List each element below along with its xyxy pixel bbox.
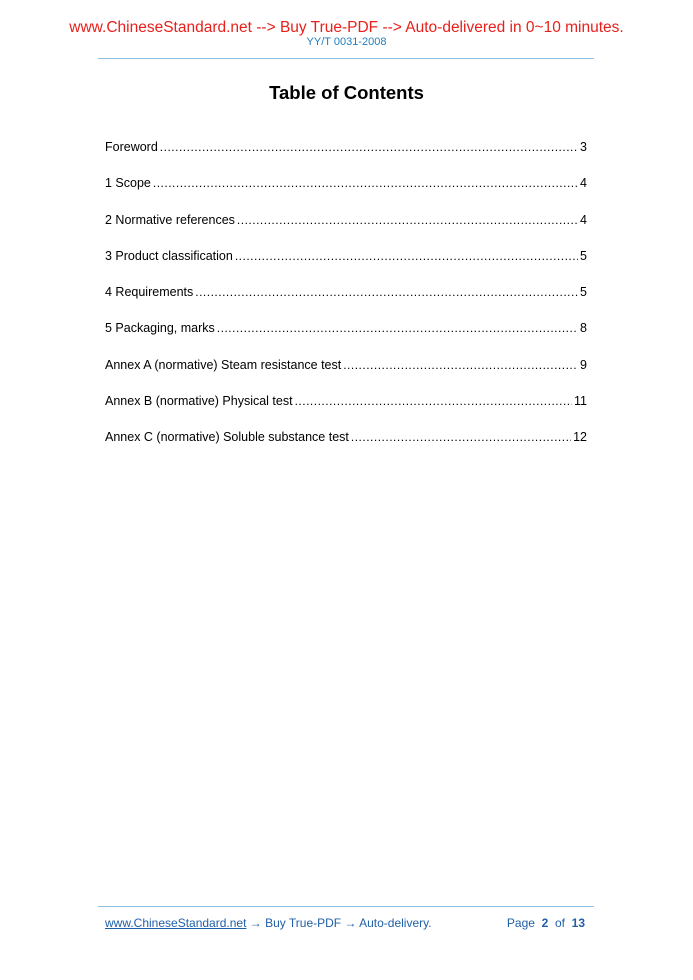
document-code: YY/T 0031-2008	[306, 36, 387, 48]
toc-leader-dots	[195, 284, 578, 300]
toc-entry-label: 1 Scope	[105, 176, 151, 191]
toc-entry-page: 5	[580, 248, 587, 263]
toc-entry-page: 3	[580, 140, 587, 154]
page-word: Page	[506, 916, 535, 930]
toc-entry-page: 11	[574, 394, 587, 409]
footer-site-link[interactable]: www.ChineseStandard.net	[105, 916, 247, 930]
toc-entry-packaging-marks[interactable]	[105, 320, 587, 356]
toc-leader-dots	[295, 393, 572, 409]
toc-leader-dots	[160, 139, 578, 155]
toc-entry-label: 4 Requirements	[105, 285, 194, 300]
toc-entry-label: Annex A (normative) Steam resistance test	[105, 357, 342, 372]
table-of-contents	[105, 139, 587, 466]
toc-entry-page: 4	[580, 212, 587, 227]
toc-entry-page: 5	[580, 285, 587, 300]
footer-tagline: → Buy True-PDF → Auto-delivery.	[246, 916, 432, 930]
toc-entry-page: 12	[573, 430, 587, 445]
toc-entry-page: 9	[580, 357, 587, 372]
toc-leader-dots	[343, 357, 578, 373]
top-banner[interactable]: www.ChineseStandard.net --> Buy True-PDF --> Auto-delivered in 0~10 minutes.	[69, 19, 624, 36]
toc-leader-dots	[153, 175, 578, 191]
toc-entry-label: Annex B (normative) Physical test	[105, 394, 293, 409]
toc-entry-annex-a[interactable]	[105, 357, 587, 393]
toc-entry-label: 2 Normative references	[105, 212, 235, 227]
toc-entry-requirements[interactable]	[105, 284, 587, 320]
toc-entry-product-classification[interactable]	[105, 248, 587, 284]
page-indicator	[507, 916, 585, 931]
toc-entry-scope[interactable]	[105, 175, 587, 211]
toc-entry-annex-b[interactable]	[105, 393, 587, 429]
page-footer	[105, 916, 587, 931]
toc-entry-annex-c[interactable]	[105, 429, 587, 465]
current-page-number: 2	[541, 916, 549, 930]
toc-leader-dots	[237, 212, 578, 228]
toc-leader-dots	[217, 320, 578, 336]
toc-title: Table of Contents	[269, 82, 424, 103]
toc-leader-dots	[351, 429, 571, 445]
toc-entry-page: 8	[580, 321, 587, 336]
header-divider	[98, 58, 594, 59]
toc-entry-page: 4	[580, 176, 587, 191]
toc-entry-foreword[interactable]	[105, 139, 587, 175]
toc-entry-label: 5 Packaging, marks	[105, 321, 215, 336]
total-page-count: 13	[571, 916, 585, 930]
toc-entry-normative-references[interactable]	[105, 212, 587, 248]
of-word: of	[554, 916, 565, 930]
toc-entry-label: 3 Product classification	[105, 248, 233, 263]
toc-entry-label: Foreword	[105, 140, 158, 154]
toc-leader-dots	[235, 248, 578, 264]
toc-entry-label: Annex C (normative) Soluble substance test	[105, 430, 349, 445]
footer-divider	[98, 906, 594, 907]
